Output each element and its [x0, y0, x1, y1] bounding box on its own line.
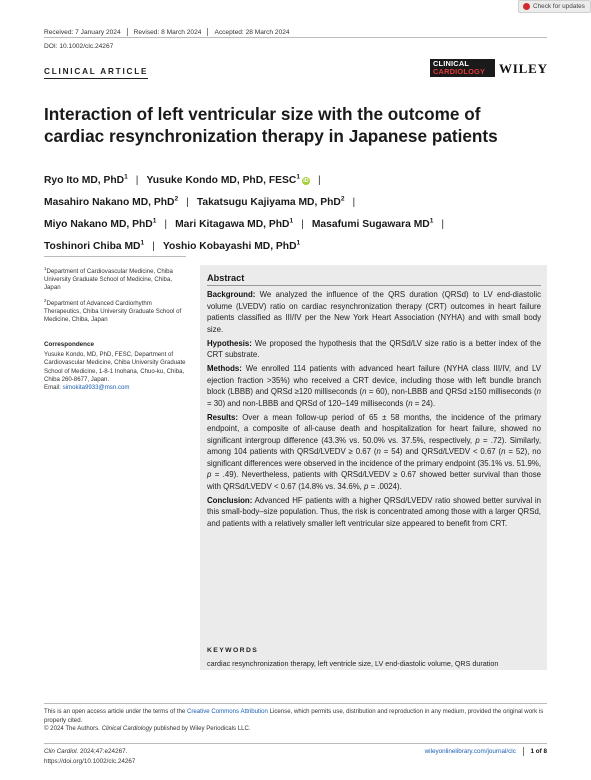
keywords-heading: KEYWORDS	[207, 647, 259, 654]
author[interactable]: Takatsugu Kajiyama MD, PhD$^2$	[196, 195, 345, 209]
abstract-hypothesis: Hypothesis: We proposed the hypothesis that the QRSd/LV size ratio is a better index of the CRT substrate.	[207, 338, 541, 360]
page-number: 1 of 8	[530, 748, 547, 755]
author[interactable]: Masafumi Sugawara $MD^1$	[311, 217, 434, 231]
author[interactable]: Ryo Ito MD, PhD$^1$	[44, 174, 128, 187]
footer-rule	[44, 743, 547, 744]
footer-doi-link[interactable]: https://doi.org/10.1002/clc.24267	[44, 758, 136, 765]
received-date: Received: 7 January 2024	[44, 28, 121, 36]
journal-logo	[430, 59, 495, 77]
article-title: Interaction of left ventricular size with the outcome of cardiac resynchronization therapy in Japanese patients	[44, 104, 498, 146]
footer-separator	[523, 747, 524, 756]
abstract-methods: Methods: We enrolled 114 patients with advanced heart failure (NYHA class III/IV, and LV ejection fraction >35%) who received a CRT device, including those with left bundle branch block (LBBB) and QRSd ≥120 milliseconds (n = 60), non-LBBB and QRSd ≥150 milliseconds (n = 30) and non-LBBB and QRSd of 120–149 milliseconds (n = 24).	[207, 364, 541, 408]
author[interactable]: Toshinori Chiba $MD^1$	[44, 239, 145, 253]
date-separator	[127, 28, 128, 36]
author[interactable]: Yusuke Kondo MD, PhD, FESC$^1$ iD	[146, 174, 309, 187]
footer-right	[425, 747, 547, 756]
author[interactable]: Miyo Nakano MD, PhD$^1$	[44, 217, 157, 231]
check-for-updates-label: Check for updates	[533, 3, 585, 10]
author[interactable]: Yoshio Kobayashi MD, PhD$^1$	[162, 239, 301, 253]
journal-logo-line2: CARDIOLOGY	[433, 67, 486, 76]
footer-citation: Clin Cardiol. 2024;47:e24267. https://doi.org/10.1002/clc.24267	[44, 748, 136, 765]
revised-date: Revised: 8 March 2024	[133, 28, 202, 36]
abstract-rule	[207, 285, 541, 286]
publisher-logo: WILEY	[499, 61, 548, 76]
author-line: Toshinori Chiba $MD^1$ | Yoshio Kobayashi MD, PhD$^1$	[44, 239, 301, 253]
abstract-conclusion: Conclusion: Advanced HF patients with a higher QRSd/LVEDV ratio showed better survival in this small-body–size population. Thus, the risk is concentrated among those with a larger QRSd, and patients with a relatively smaller left ventricular size appeared to benefit from CRT.	[207, 495, 542, 528]
orcid-icon[interactable]: iD	[303, 177, 309, 184]
author-line: Ryo Ito MD, PhD$^1$ | Yusuke Kondo MD, PhD, FESC$^1$ iD |	[44, 174, 321, 187]
email-link[interactable]: simokita9933@msn.com	[62, 384, 130, 392]
section-label-underline	[44, 78, 148, 79]
author-line: Miyo Nakano MD, PhD$^1$ | Mari Kitagawa MD, PhD$^1$ | Masafumi Sugawara $MD^1$ |	[44, 217, 445, 231]
doi-top: DOI: 10.1002/clc.24267	[44, 43, 114, 50]
date-separator	[207, 28, 208, 36]
license-rule	[44, 703, 547, 704]
affiliation-2: $^2$Department of Advanced Cardiorhythm Therapeutics, Chiba University Graduate School of Medicine, Chiba, Japan	[44, 298, 182, 324]
author[interactable]: Masahiro Nakano MD, PhD$^2$	[44, 195, 179, 209]
abstract-results: Results: Over a mean follow-up period of 65 ± 58 months, the incidence of the primary endpoint, a composite of all-cause death and hospitalization for heart failure, showed no significant intergroup difference (43.3% vs. 50.0% vs. 37.5%, respectively, p = .72). Similarly, among 104 patients with QRSd/LVEDV ≥ 0.67 (n = 54) and QRSd/LVEDV < 0.67 (n = 52), no significant differences were observed in the incidence of the primary endpoint (35.1% vs. 51.9%, p = .49). Nevertheless, patients with QRSd/LVEDV ≥ 0.67 showed better survival than those with QRSd/LVEDV < 0.67 (14.8% vs. 34.6%, p = .0024).	[207, 412, 542, 491]
accepted-date: Accepted: 28 March 2024	[214, 28, 290, 36]
header-rule	[44, 37, 547, 38]
check-for-updates-button[interactable]	[518, 0, 591, 13]
update-icon	[523, 3, 530, 10]
correspondence-heading: Correspondence	[44, 341, 95, 348]
license-text: This is an open access article under the terms of the Creative Commons Attribution License, which permits use, distribution and reproduction in any medium, provided the original work is properly cited. © 2024 The Authors. Clinical Cardiology published by Wiley Periodicals LLC.	[44, 708, 544, 733]
journal-site-link[interactable]: wileyonlinelibrary.com/journal/clc	[424, 748, 516, 755]
affiliation-1: $^1$Department of Cardiovascular Medicine, Chiba University Graduate School of Medicine, Chiba, Japan	[44, 266, 173, 292]
section-label: CLINICAL ARTICLE	[44, 67, 149, 76]
author-list	[44, 169, 554, 257]
keywords-text: cardiac resynchronization therapy, left ventricle size, LV end-diastolic volume, QRS duration	[207, 659, 499, 668]
author[interactable]: Mari Kitagawa MD, PhD$^1$	[175, 217, 294, 231]
affiliation-rule	[44, 256, 186, 257]
journal-logo-line1: CLINICAL	[433, 59, 470, 68]
abstract-body	[207, 289, 541, 532]
correspondence-text: Yusuke Kondo, MD, PhD, FESC, Department of Cardiovascular Medicine, Chiba University Graduate School of Medicine, 1-8-1 Inohana, Chuo-ku, Chiba, Chiba 260-8677, Japan. Email: simokita9933@msn.com	[44, 351, 186, 392]
license-link[interactable]: Creative Commons Attribution	[186, 708, 268, 715]
abstract-background: Background: We analyzed the influence of the QRS duration (QRSd) to LV end-diastolic volume (LVEDV) ratio on cardiac resynchronization therapy (CRT) outcomes in heart failure patients classified as III/IV per the New York Heart Association (NYHA) and with small body size.	[207, 290, 541, 334]
article-dates	[44, 28, 290, 36]
author-line: Masahiro Nakano MD, PhD$^2$ | Takatsugu Kajiyama MD, PhD$^2$ |	[44, 195, 356, 209]
abstract-heading: Abstract	[207, 273, 245, 283]
